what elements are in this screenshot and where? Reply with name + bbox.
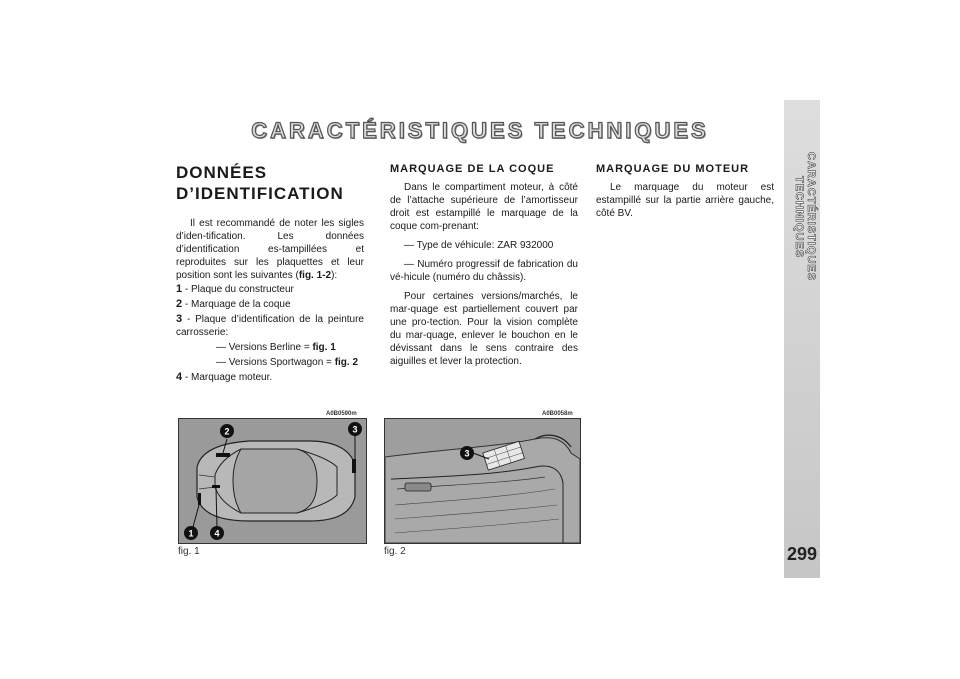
section-heading-coque: MARQUAGE DE LA COQUE [390,163,555,175]
figure-2-trunk-view [384,418,581,544]
svg-text:2: 2 [224,426,230,437]
paragraph: — Numéro progressif de fabrication du vé-hicule (numéro du châssis). [390,259,578,283]
svg-text:3: 3 [352,424,358,435]
figure-1-car-topview [178,418,367,544]
car-topview-illustration [179,419,366,543]
paragraph: Le marquage du moteur est estampillé sur la partie arrière gauche, côté BV. [596,182,774,219]
list-item: 2 - Marquage de la coque [176,298,291,310]
heading-line-2: D’IDENTIFICATION [176,184,344,203]
identification-text [176,217,364,386]
page-title: CARACTÉRISTIQUES TECHNIQUES [251,118,709,143]
callout-badge [184,526,198,540]
callout-badge [348,422,362,436]
intro-end: ): [331,270,338,281]
list-item: 1 - Plaque du constructeur [176,283,294,295]
intro-paragraph [176,217,364,282]
heading-line-1: DONNÉES [176,163,268,182]
figure-caption: fig. 2 [384,546,406,557]
intro-text: Il est recommandé de noter les sigles d’iden-tification. Les données d’identification es-tampillées et reproduites sur les plaquettes et leur position sont les suivantes ( [176,218,364,281]
paragraph: Pour certaines versions/marchés, le mar-quage est partiellement couvert par une pro-tection. Pour la vision complète du mar-quage, enlever le bouchon en le dévissant dans le sens contraire des aiguilles et lever la protection. [390,291,578,367]
figure-code: A0B0590m [326,411,357,417]
figure-code: A0B0058m [542,411,573,417]
sub-item: — Versions Berline = fig. 1 [216,342,336,353]
svg-text:3: 3 [464,448,470,459]
callout-badge [210,526,224,540]
paragraph: — Type de véhicule: ZAR 932000 [404,240,554,251]
svg-text:4: 4 [214,528,220,539]
section-heading-moteur: MARQUAGE DU MOTEUR [596,163,750,175]
side-tab-title: CARACTÉRISTIQUES TECHNIQUES [793,152,817,282]
list-item: 4 - Marquage moteur. [176,371,273,383]
figure-caption: fig. 1 [178,546,200,557]
trunk-illustration [385,419,580,543]
callout-badge [220,424,234,438]
moteur-text [596,181,774,226]
page-number: 299 [786,544,818,564]
paragraph: Dans le compartiment moteur, à côté de l’attache supérieure de l’amortisseur droit est estampillé le marquage de la coque com-prenant: [390,182,578,232]
coque-text [390,181,578,374]
svg-text:1: 1 [188,528,194,539]
sub-item: — Versions Sportwagon = fig. 2 [216,357,359,368]
list-item: 3 - Plaque d’identification de la peinture carrosserie: [176,313,364,338]
intro-fig-ref: fig. 1-2 [298,270,332,281]
section-heading-identification [176,162,376,204]
callout-badge [460,446,474,460]
